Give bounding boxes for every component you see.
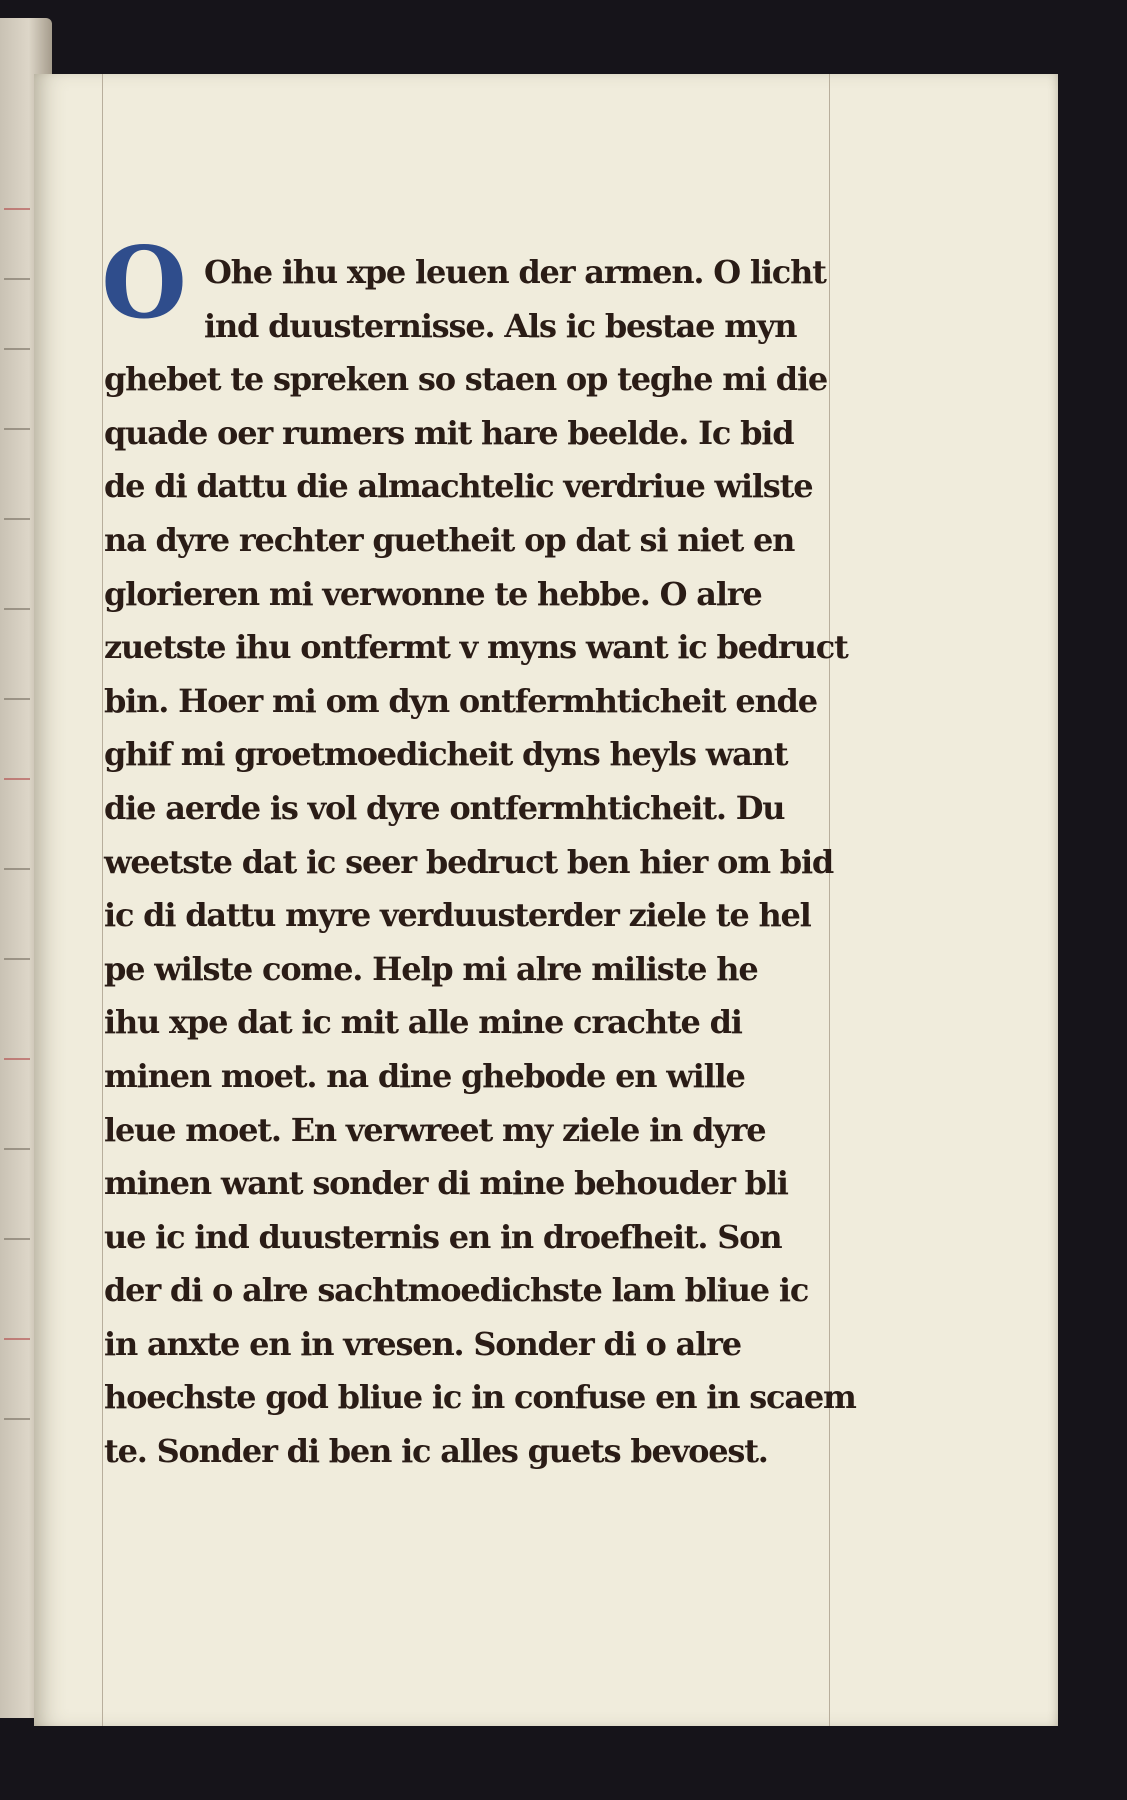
facing-page-text-line [4, 278, 30, 280]
facing-page-text-line [4, 348, 30, 350]
text-line: ghebet te spreken so staen op teghe mi die [104, 360, 828, 399]
initial-letter: O [101, 226, 187, 341]
facing-page-text-line [4, 608, 30, 610]
text-block [104, 246, 904, 1479]
text-line: quade oer rumers mit hare beelde. Ic bid [104, 413, 794, 452]
text-line: ue ic ind duusternis en in droefheit. Son [104, 1217, 782, 1256]
facing-page-rubric [4, 1338, 30, 1340]
text-line: weetste dat ic seer bedruct ben hier om bid [104, 842, 834, 881]
facing-page-text-line [4, 868, 30, 870]
facing-page-text-line [4, 518, 30, 520]
text-line: ind duusternisse. Als ic bestae myn [204, 306, 797, 345]
facing-page-text-line [4, 1238, 30, 1240]
text-line: bin. Hoer mi om dyn ontfermhticheit ende [104, 681, 817, 720]
manuscript-leaf [34, 74, 1058, 1726]
text-line: ihu xpe dat ic mit alle mine crachte di [104, 1003, 742, 1042]
facing-page-text-line [4, 1148, 30, 1150]
text-line: pe wilste come. Help mi alre miliste he [104, 949, 758, 988]
text-line: minen moet. na dine ghebode en wille [104, 1056, 745, 1095]
facing-page-text-line [4, 698, 30, 700]
text-line: der di o alre sachtmoedichste lam bliue ic [104, 1271, 809, 1310]
facing-page-rubric [4, 778, 30, 780]
text-line: in anxte en in vresen. Sonder di o alre [104, 1324, 741, 1363]
text-line: na dyre rechter guetheit op dat si niet en [104, 520, 795, 559]
text-line: leue moet. En verwreet my ziele in dyre [104, 1110, 766, 1149]
text-line: die aerde is vol dyre ontfermhticheit. Du [104, 788, 785, 827]
facing-page-rubric [4, 1058, 30, 1060]
text-line: zuetste ihu ontfermt v myns want ic bedruct [104, 628, 848, 667]
text-line: minen want sonder di mine behouder bli [104, 1164, 788, 1203]
text-line: glorieren mi verwonne te hebbe. O alre [104, 574, 762, 613]
facing-page-text-line [4, 428, 30, 430]
facing-page-rubric [4, 208, 30, 210]
text-line: te. Sonder di ben ic alles guets bevoest. [104, 1432, 768, 1471]
text-line: ghif mi groetmoedicheit dyns heyls want [104, 735, 788, 774]
text-line: ic di dattu myre verduusterder ziele te hel [104, 896, 811, 935]
text-line: Ohe ihu xpe leuen der armen. O licht [204, 253, 826, 291]
text-line: de di dattu die almachtelic verdriue wilste [104, 467, 813, 506]
facing-page-text-line [4, 1418, 30, 1420]
text-line: hoechste god bliue ic in confuse en in scaem [104, 1378, 856, 1417]
facing-page-text-line [4, 958, 30, 960]
